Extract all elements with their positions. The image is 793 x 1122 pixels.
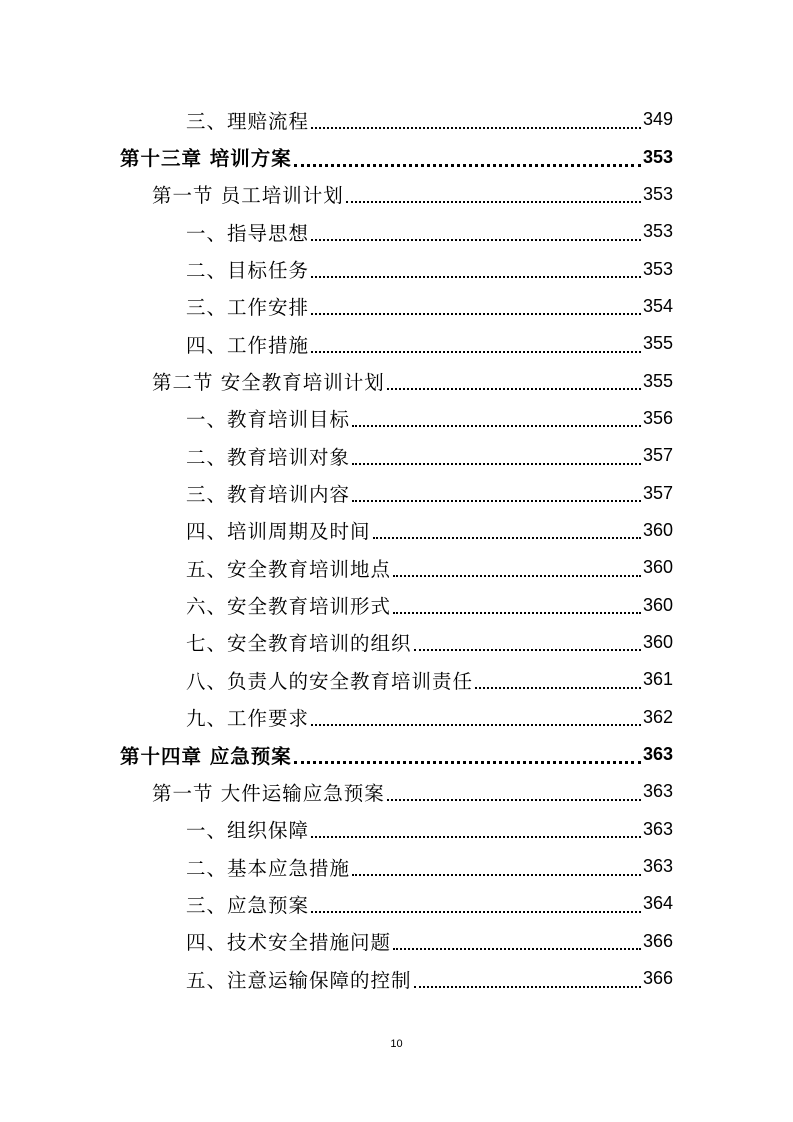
- dot-leader: [393, 575, 641, 577]
- toc-entry-page: 349: [642, 109, 673, 130]
- toc-subsection-entry[interactable]: [0, 661, 673, 698]
- dot-leader: [311, 836, 641, 838]
- dot-leader: [346, 201, 641, 203]
- dot-leader: [414, 986, 641, 988]
- toc-subsection-entry[interactable]: [0, 325, 673, 362]
- toc-subsection-entry[interactable]: [0, 923, 673, 960]
- toc-entry-page: 366: [642, 968, 673, 989]
- toc-entry-page: 363: [642, 781, 673, 802]
- toc-entry-title: 第十三章 培训方案: [120, 147, 292, 171]
- toc-entry-page: 360: [642, 519, 673, 540]
- toc-entry-page: 363: [642, 744, 673, 765]
- toc-subsection-entry[interactable]: [0, 288, 673, 325]
- toc-entry-page: 366: [642, 930, 673, 951]
- toc-entry-page: 357: [642, 445, 673, 466]
- toc-entry-page: 361: [642, 669, 673, 690]
- toc-entry-page: 355: [642, 333, 673, 354]
- dot-leader: [387, 388, 641, 390]
- dot-leader: [311, 127, 641, 129]
- toc-entry-page: 355: [642, 370, 673, 391]
- toc-entry-title: 五、安全教育培训地点: [186, 557, 392, 581]
- toc-section-entry[interactable]: [0, 362, 673, 399]
- toc-entry-title: 六、安全教育培训形式: [186, 595, 392, 619]
- dot-leader: [294, 761, 641, 764]
- toc-entry-page: 362: [642, 706, 673, 727]
- toc-entry-title: 四、工作措施: [186, 333, 310, 357]
- toc-entry-title: 第十四章 应急预案: [120, 744, 292, 768]
- toc-subsection-entry[interactable]: [0, 848, 673, 885]
- toc-section-entry[interactable]: [0, 176, 673, 213]
- toc-subsection-entry[interactable]: [0, 960, 673, 997]
- toc-entry-title: 二、教育培训对象: [186, 445, 351, 469]
- toc-entry-title: 一、指导思想: [186, 221, 310, 245]
- toc-entry-title: 九、工作要求: [186, 707, 310, 731]
- toc-entry-title: 第二节 安全教育培训计划: [152, 371, 385, 395]
- dot-leader: [352, 500, 641, 502]
- dot-leader: [393, 948, 641, 950]
- toc-entry-title: 第一节 大件运输应急预案: [152, 781, 385, 805]
- toc-chapter-entry[interactable]: [0, 138, 673, 175]
- toc-entry-title: 四、技术安全措施问题: [186, 931, 392, 955]
- toc-section-entry[interactable]: [0, 773, 673, 810]
- dot-leader: [352, 874, 641, 876]
- toc-subsection-entry[interactable]: [0, 437, 673, 474]
- toc-subsection-entry[interactable]: [0, 512, 673, 549]
- toc-entry-title: 一、教育培训目标: [186, 408, 351, 432]
- toc-entry-page: 364: [642, 893, 673, 914]
- toc-entry-page: 360: [642, 594, 673, 615]
- toc-entry-title: 二、基本应急措施: [186, 856, 351, 880]
- toc-entry-title: 八、负责人的安全教育培训责任: [186, 669, 474, 693]
- toc-entry-page: 363: [642, 818, 673, 839]
- toc-entry-title: 三、应急预案: [186, 893, 310, 917]
- dot-leader: [373, 537, 641, 539]
- dot-leader: [352, 463, 641, 465]
- toc-subsection-entry[interactable]: [0, 885, 673, 922]
- toc-entry-page: 360: [642, 631, 673, 652]
- toc-subsection-entry[interactable]: [0, 101, 673, 138]
- dot-leader: [311, 351, 641, 353]
- toc-subsection-entry[interactable]: [0, 474, 673, 511]
- toc-subsection-entry[interactable]: [0, 250, 673, 287]
- toc-subsection-entry[interactable]: [0, 549, 673, 586]
- toc-entry-page: 356: [642, 407, 673, 428]
- page-number: 10: [390, 1038, 403, 1050]
- toc-entry-page: 353: [642, 146, 673, 167]
- toc-entry-page: 353: [642, 183, 673, 204]
- toc-entry-title: 五、注意运输保障的控制: [186, 968, 412, 992]
- toc-entry-title: 四、培训周期及时间: [186, 520, 371, 544]
- dot-leader: [414, 649, 641, 651]
- toc-entry-page: 353: [642, 258, 673, 279]
- toc-subsection-entry[interactable]: [0, 586, 673, 623]
- dot-leader: [311, 239, 641, 241]
- toc-entry-page: 354: [642, 295, 673, 316]
- toc-entry-title: 三、教育培训内容: [186, 483, 351, 507]
- toc-entry-page: 360: [642, 557, 673, 578]
- dot-leader: [311, 276, 641, 278]
- table-of-contents: [0, 101, 793, 997]
- dot-leader: [352, 425, 641, 427]
- toc-subsection-entry[interactable]: [0, 699, 673, 736]
- toc-entry-title: 第一节 员工培训计划: [152, 184, 344, 208]
- toc-entry-title: 七、安全教育培训的组织: [186, 632, 412, 656]
- dot-leader: [387, 799, 641, 801]
- dot-leader: [311, 724, 641, 726]
- toc-subsection-entry[interactable]: [0, 213, 673, 250]
- toc-entry-title: 一、组织保障: [186, 819, 310, 843]
- dot-leader: [475, 687, 641, 689]
- toc-entry-page: 357: [642, 482, 673, 503]
- toc-entry-title: 二、目标任务: [186, 259, 310, 283]
- toc-entry-title: 三、工作安排: [186, 296, 310, 320]
- toc-entry-page: 363: [642, 856, 673, 877]
- dot-leader: [311, 313, 641, 315]
- toc-entry-title: 三、理赔流程: [186, 109, 310, 133]
- toc-entry-page: 353: [642, 221, 673, 242]
- toc-subsection-entry[interactable]: [0, 811, 673, 848]
- toc-chapter-entry[interactable]: [0, 736, 673, 773]
- toc-subsection-entry[interactable]: [0, 624, 673, 661]
- dot-leader: [294, 164, 641, 167]
- toc-subsection-entry[interactable]: [0, 400, 673, 437]
- dot-leader: [311, 911, 641, 913]
- dot-leader: [393, 612, 641, 614]
